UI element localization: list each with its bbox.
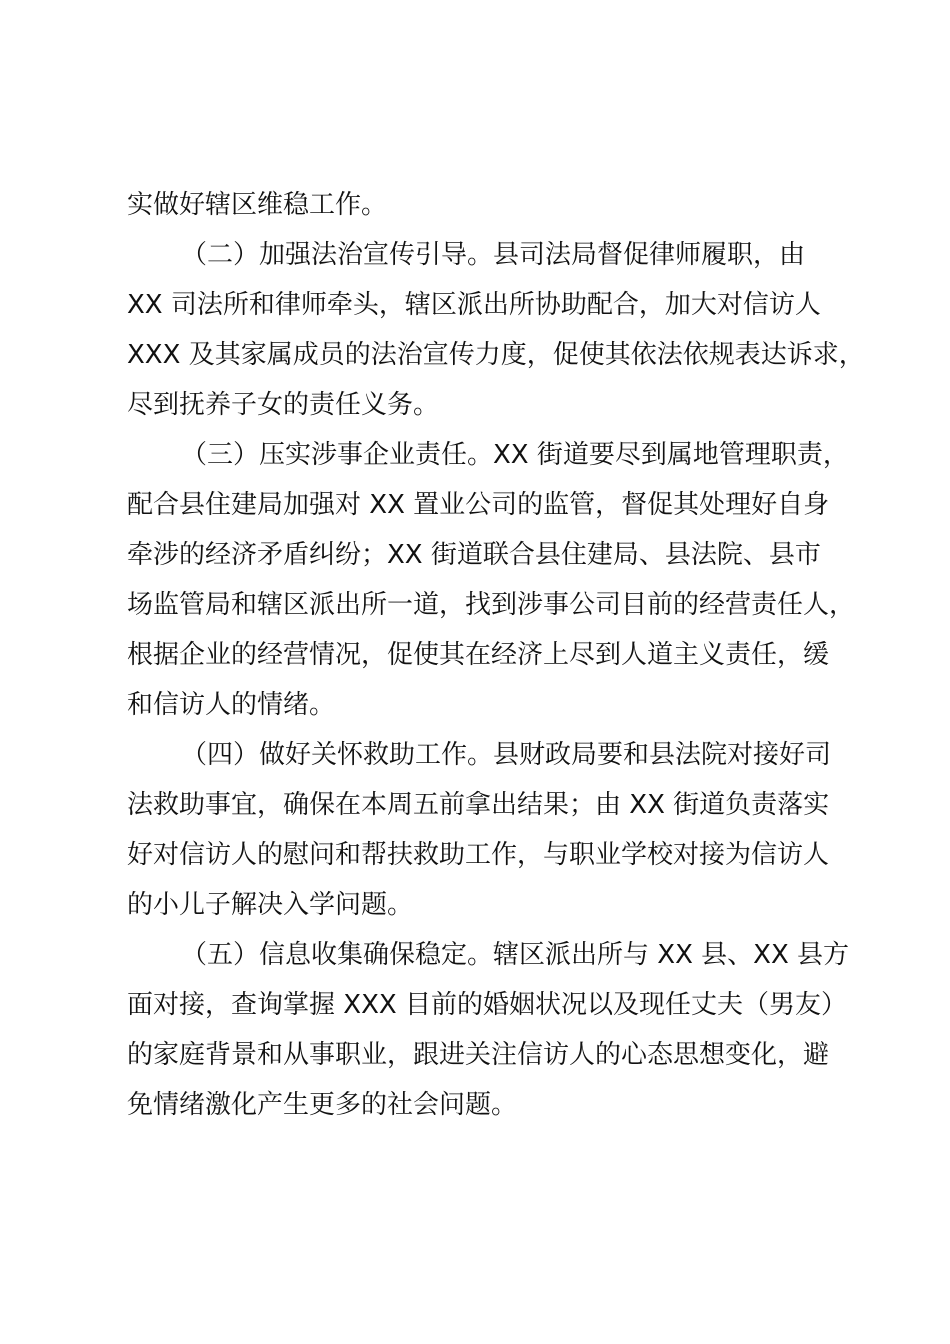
text-line: XX 司法所和律师牵头，辖区派出所协助配合，加大对信访人 [127, 290, 821, 320]
text-line: 好对信访人的慰问和帮扶救助工作，与职业学校对接为信访人 [127, 840, 830, 870]
text-line: 免情绪激化产生更多的社会问题。 [127, 1090, 518, 1120]
text-line: 场监管局和辖区派出所一道，找到涉事公司目前的经营责任人， [127, 590, 856, 620]
section-heading-line: （三）压实涉事企业责任。XX 街道要尽到属地管理职责， [181, 440, 849, 470]
text-line: 尽到抚养子女的责任义务。 [127, 390, 440, 420]
text-line: 的小儿子解决入学问题。 [127, 890, 414, 920]
text-line: 和信访人的情绪。 [127, 690, 336, 720]
text-line: 法救助事宜，确保在本周五前拿出结果；由 XX 街道负责落实 [127, 790, 830, 820]
text-line: 面对接，查询掌握 XXX 目前的婚姻状况以及现任丈夫（男友） [127, 990, 847, 1020]
text-line: 的家庭背景和从事职业，跟进关注信访人的心态思想变化，避 [127, 1040, 830, 1070]
text-line: 配合县住建局加强对 XX 置业公司的监管，督促其处理好自身 [127, 490, 830, 520]
text-line: 牵涉的经济矛盾纠纷；XX 街道联合县住建局、县法院、县市 [127, 540, 821, 570]
text-line: 根据企业的经营情况，促使其在经济上尽到人道主义责任，缓 [127, 640, 830, 670]
text-line: XXX 及其家属成员的法治宣传力度，促使其依法依规表达诉求， [127, 340, 865, 370]
section-heading-line: （二）加强法治宣传引导。县司法局督促律师履职，由 [181, 240, 806, 270]
document-body [127, 180, 865, 1130]
section-heading-line: （四）做好关怀救助工作。县财政局要和县法院对接好司 [181, 740, 832, 770]
text-line: 实做好辖区维稳工作。 [127, 190, 388, 220]
section-heading-line: （五）信息收集确保稳定。辖区派出所与 XX 县、XX 县方 [181, 940, 850, 970]
